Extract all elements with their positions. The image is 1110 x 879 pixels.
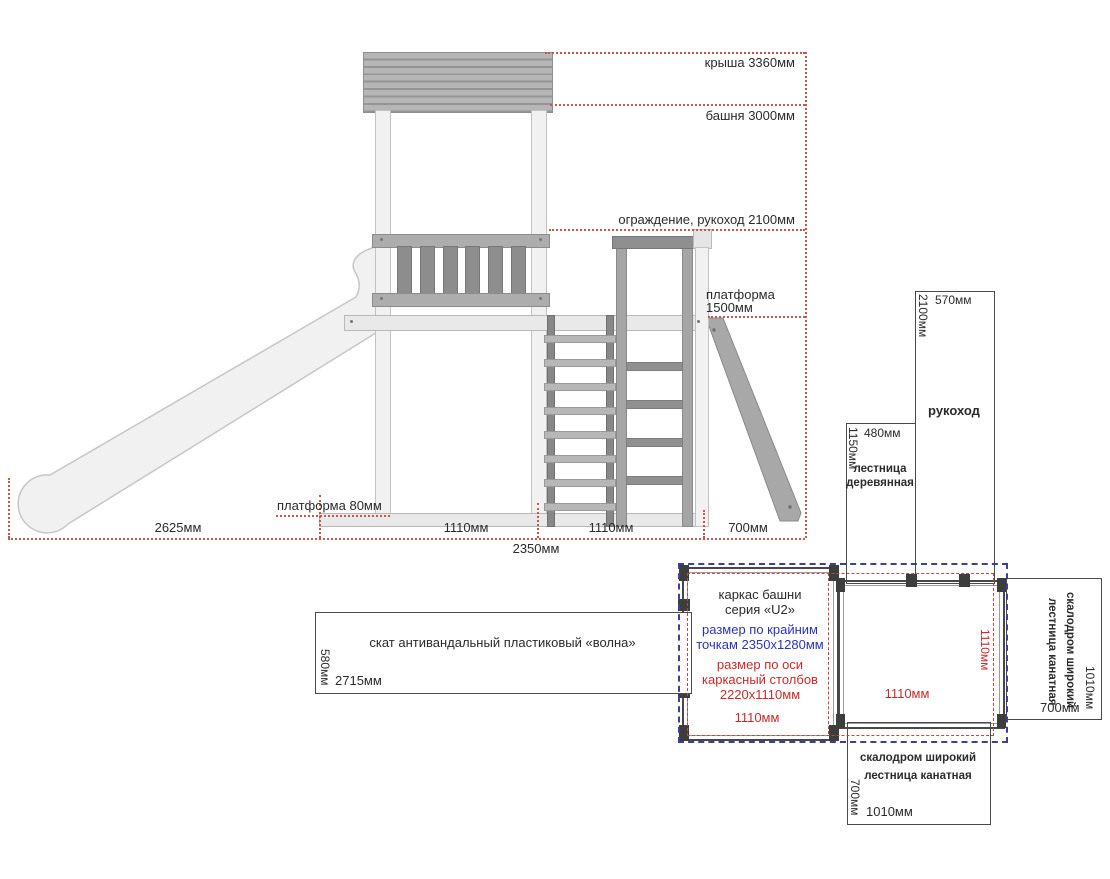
platform-beam	[344, 315, 708, 331]
dim-line-railing	[549, 229, 805, 231]
wood-ladder-rail-right	[606, 315, 614, 527]
slide-box-label: скат антивандальный пластиковый «волна»	[369, 635, 636, 650]
bottom-climb-dim-v: 700мм	[848, 779, 862, 816]
ladder-rung	[544, 503, 616, 511]
ladder-rung	[544, 383, 616, 391]
wood-ladder-height: 1150мм	[846, 427, 860, 470]
edge-post-cap	[693, 229, 712, 249]
ladder-rung	[544, 455, 616, 463]
dim-roof-label: крыша 3360мм	[704, 55, 795, 70]
dim-brace-offset: 700мм	[728, 520, 768, 535]
baluster	[511, 246, 526, 295]
dim-tick-3	[703, 510, 705, 538]
dim-tick-2	[537, 503, 539, 538]
baluster	[488, 246, 503, 295]
monkey-bar-rung	[626, 438, 683, 447]
dim-bay-right: 1110мм	[588, 520, 634, 535]
dim-line-platform	[708, 316, 805, 318]
plan-title2: серия «U2»	[725, 602, 795, 617]
bottom-climb-dim-h: 1010мм	[866, 804, 913, 819]
wood-ladder-label1: лестница	[853, 463, 907, 475]
monkey-bar-rung	[626, 362, 683, 371]
roof	[363, 52, 553, 113]
dim-platform-word: платформа	[706, 287, 775, 302]
plan-axis2: каркасный столбов	[702, 672, 818, 687]
dim-line-tower	[550, 104, 805, 106]
monkey-bar-rung	[626, 476, 683, 485]
wood-ladder-label2: деревянная	[846, 477, 914, 489]
wood-ladder-rail-left	[547, 315, 555, 527]
monkey-bar-post-right	[682, 237, 693, 527]
dim-tower-label: башня 3000мм	[705, 108, 795, 123]
railing-bottom-rail	[372, 293, 550, 307]
bottom-climb-label2: лестница канатная	[864, 770, 972, 782]
slide-box-dim-v: 580мм	[318, 649, 332, 686]
plan-axis3: 2220х1110мм	[719, 687, 801, 702]
monkey-bar-top	[612, 236, 696, 249]
wood-ladder-width: 480мм	[864, 426, 901, 440]
plan-title1: каркас башни	[718, 587, 802, 602]
dim-platform-value: 1500мм	[706, 300, 753, 315]
dim-line-base	[276, 515, 390, 517]
baluster	[443, 246, 458, 295]
ladder-rung	[544, 335, 616, 343]
ladder-rung	[544, 431, 616, 439]
monkey-bar-rung	[626, 400, 683, 409]
ladder-rung	[544, 407, 616, 415]
baluster	[397, 246, 412, 295]
baluster	[465, 246, 480, 295]
dim-slide-length: 2625мм	[154, 520, 202, 535]
rukohod-width: 570мм	[935, 293, 972, 307]
right-climb-label1: скалодром широкий	[1064, 592, 1076, 709]
plan-extent2: точкам 2350х1280мм	[696, 637, 824, 652]
plan-dim-right-vert: 1110мм	[978, 629, 992, 671]
dim-base-label: платформа 80мм	[277, 498, 382, 513]
plan-extent1: размер по крайним	[702, 622, 818, 637]
rukohod-height: 2100мм	[916, 294, 930, 338]
support-brace	[706, 318, 801, 521]
plan-dim-right-bay: 1110мм	[884, 686, 930, 701]
dim-line-ground	[8, 538, 805, 540]
dim-line-left	[8, 478, 10, 538]
right-climb-dim-h: 700мм	[1040, 700, 1080, 715]
baluster	[420, 246, 435, 295]
ladder-rung	[544, 359, 616, 367]
slide	[18, 246, 379, 533]
dim-line-roof	[545, 52, 805, 54]
slide-box-dim-h: 2715мм	[335, 673, 382, 688]
dim-line-right	[805, 52, 807, 538]
dim-railing-label: ограждение, рукоход 2100мм	[618, 212, 795, 227]
bottom-climb-label1: скалодром широкий	[859, 752, 977, 764]
ladder-rung	[544, 479, 616, 487]
right-climb-dim-v: 1010мм	[1083, 666, 1097, 710]
dim-frame-width: 2350мм	[512, 541, 560, 556]
plan-axis1: размер по оси	[716, 657, 804, 672]
right-climb-label2: лестница канатная	[1046, 598, 1058, 706]
dim-bay-left: 1110мм	[443, 520, 489, 535]
rukohod-label: рукоход	[928, 403, 980, 418]
plan-dim-left-bay: 1110мм	[734, 710, 780, 725]
